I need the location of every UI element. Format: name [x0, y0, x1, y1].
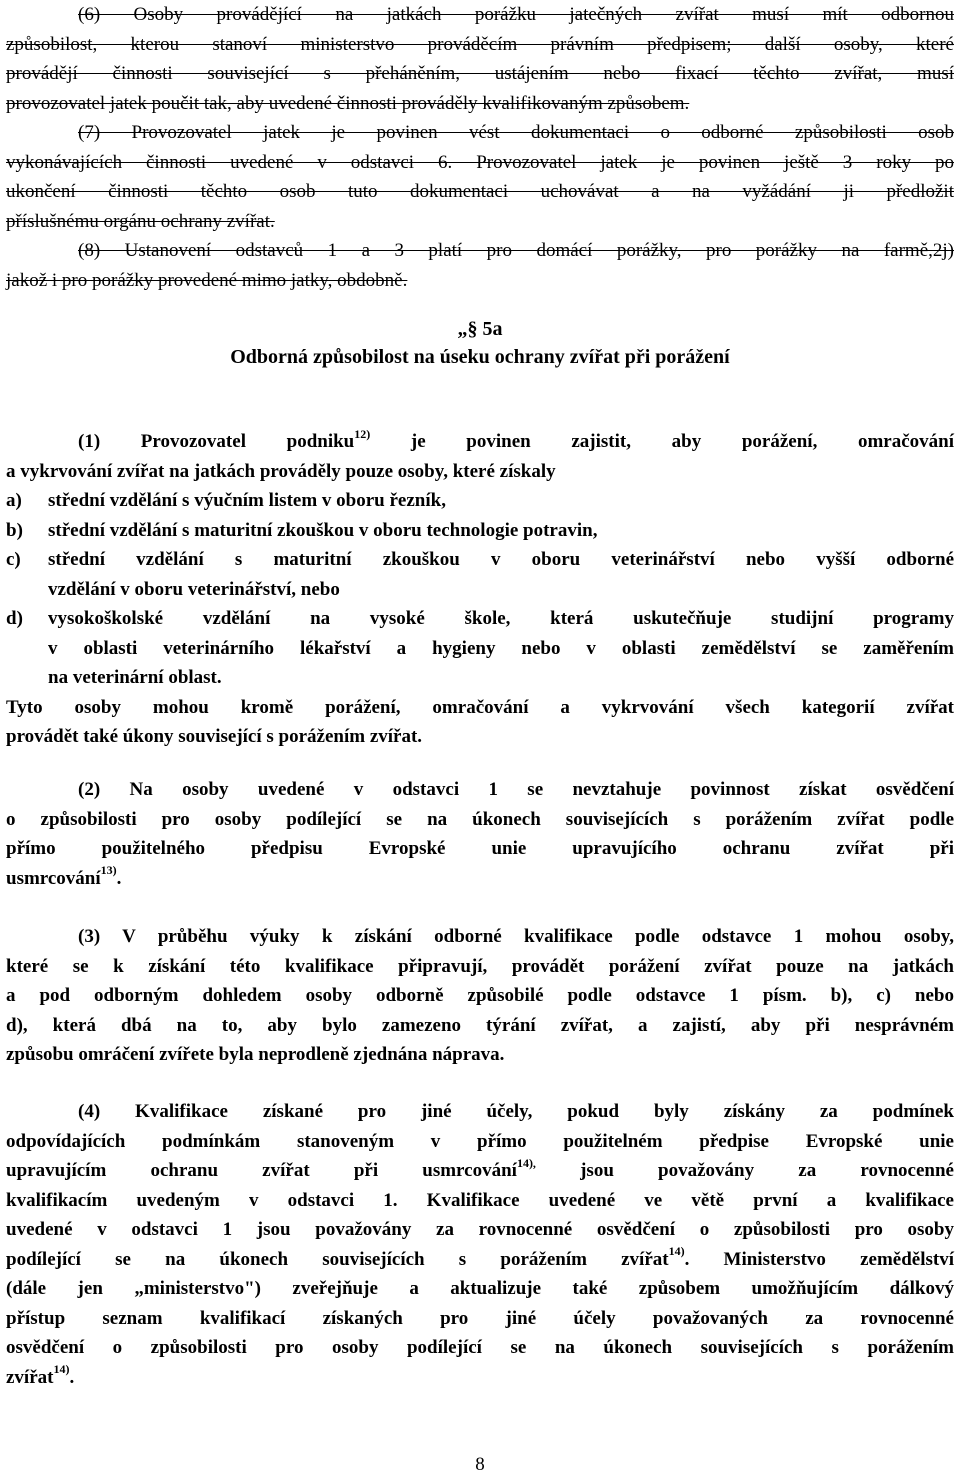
- text-line: provádět také úkony související s porážením zvířat.: [6, 726, 423, 747]
- text-line: na veterinární oblast.: [48, 667, 222, 688]
- text-line: (3) V průběhu výuky k získání odborné kvalifikace podle odstavce 1 mohou osoby,: [78, 926, 954, 947]
- list-item: [6, 486, 954, 516]
- text-line: vykonávajících činnosti uvedené v odstavci 6. Provozovatel jatek je povinen ještě 3 roky po: [6, 151, 954, 173]
- list-marker: c): [6, 549, 21, 570]
- text-line: d), která dbá na to, aby bylo zamezeno týrání zvířat, a zajistí, aby při nesprávném: [6, 1014, 954, 1036]
- text-line: přístup seznam kvalifikací získaných pro jiné účely považovaných za rovnocenné: [6, 1307, 954, 1329]
- text-line: kvalifikacím uvedeným v odstavci 1. Kvalifikace uvedené ve větě první a kvalifikace: [6, 1189, 954, 1211]
- text-run: zvířat: [6, 1366, 54, 1388]
- text-line: které se k získání této kvalifikace připravují, provádět porážení zvířat pouze na jatkách: [6, 955, 954, 977]
- text-line: a vykrvování zvířat na jatkách prováděly pouze osoby, které získaly: [6, 460, 556, 482]
- text-line: střední vzdělání s maturitní zkouškou v oboru technologie potravin,: [48, 519, 598, 541]
- text-line: ukončení činnosti těchto osob tuto dokumentaci uchovávat a na vyžádání ji předložit: [6, 181, 954, 202]
- footnote-ref: 14): [53, 1362, 70, 1377]
- text-line: vzdělání v oboru veterinářství, nebo: [48, 578, 340, 600]
- list-item: [6, 604, 954, 693]
- text-line: osvědčení o způsobilosti pro osoby podílející se na úkonech souvisejících s porážením: [6, 1337, 954, 1358]
- text-line: provádějí činnosti související s přeháněním, ustájením nebo fixací těchto zvířat, musí: [6, 63, 954, 84]
- text-run: jsou považovány za rovnocenné: [535, 1160, 954, 1181]
- text-line: vysokoškolské vzdělání na vysoké škole, která uskutečňuje studijní programy: [48, 608, 954, 629]
- text-line: [6, 1156, 954, 1186]
- section-number: „§ 5a: [457, 318, 503, 340]
- text-line: způsobilost, kterou stanoví ministerstvo prováděcím právním předpisem; další osoby, které: [6, 33, 954, 55]
- struck-paragraph-8: [6, 236, 954, 295]
- list-marker: b): [6, 519, 23, 541]
- footnote-ref: 14),: [516, 1155, 536, 1170]
- text-line: (8) Ustanovení odstavců 1 a 3 platí pro domácí porážky, pro porážky na farmě,2j): [78, 240, 954, 261]
- paragraph-2: [6, 775, 954, 893]
- text-line: odpovídajících podmínkám stanoveným v přímo použitelném předpise Evropské unie: [6, 1130, 954, 1152]
- text-line: příslušnému orgánu ochrany zvířat.: [6, 210, 275, 232]
- paragraph-4: [6, 1097, 954, 1392]
- paragraph-1: [6, 427, 954, 752]
- text-line: provozovatel jatek poučit tak, aby uvedené činnosti prováděly kvalifikovaným způsobem.: [6, 92, 690, 114]
- text-line: o způsobilosti pro osoby podílející se na úkonech souvisejících s porážením zvířat podle: [6, 808, 954, 830]
- text-line: (6) Osoby provádějící na jatkách porážku jatečných zvířat musí mít odbornou: [78, 4, 954, 25]
- text-run: usmrcování: [6, 867, 101, 889]
- list-marker: d): [6, 608, 23, 629]
- footnote-ref: 12): [354, 426, 371, 441]
- text-line: přímo použitelného předpisu Evropské unie upravujícího ochranu zvířat při: [6, 838, 954, 859]
- text-run: .: [69, 1366, 75, 1388]
- text-line: Tyto osoby mohou kromě porážení, omračování a vykrvování všech kategorií zvířat: [6, 696, 954, 718]
- text-line: a pod odborným dohledem osoby odborně způsobilé podle odstavce 1 písm. b), c) nebo: [6, 985, 954, 1006]
- text-run: podílející se na úkonech souvisejících s porážením zvířat: [6, 1248, 669, 1270]
- text-line: (7) Provozovatel jatek je povinen vést dokumentaci o odborné způsobilosti osob: [78, 122, 954, 143]
- text-line: [6, 864, 954, 894]
- list-item: [6, 545, 954, 604]
- text-line: [6, 427, 954, 457]
- paragraph-3: [6, 922, 954, 1070]
- list-item: [6, 516, 954, 546]
- text-run: je povinen zajistit, aby porážení, omračování: [370, 431, 955, 452]
- text-run: . Ministerstvo zemědělství: [684, 1248, 954, 1270]
- text-line: [6, 1245, 954, 1275]
- text-line: střední vzdělání s maturitní zkouškou v oboru veterinářství nebo vyšší odborné: [48, 549, 954, 570]
- text-line: způsobu omráčení zvířete byla neprodleně zjednána náprava.: [6, 1044, 505, 1065]
- text-line: (4) Kvalifikace získané pro jiné účely, pokud byly získány za podmínek: [78, 1101, 954, 1122]
- text-run: upravujícím ochranu zvířat při usmrcování: [6, 1160, 517, 1181]
- text-line: [6, 1363, 954, 1393]
- text-line: (2) Na osoby uvedené v odstavci 1 se nevztahuje povinnost získat osvědčení: [78, 779, 954, 800]
- text-line: (dále jen „ministerstvo") zveřejňuje a aktualizuje také způsobem umožňujícím dálkový: [6, 1278, 954, 1299]
- section-title: Odborná způsobilost na úseku ochrany zvířat při porážení: [230, 346, 730, 368]
- struck-paragraph-6: [6, 0, 954, 118]
- list-marker: a): [6, 490, 22, 511]
- text-line: uvedené v odstavci 1 jsou považovány za rovnocenné osvědčení o způsobilosti pro osoby: [6, 1219, 954, 1240]
- footnote-ref: 13): [100, 863, 117, 878]
- struck-paragraph-7: [6, 118, 954, 236]
- footnote-ref: 14): [668, 1244, 685, 1259]
- text-line: v oblasti veterinárního lékařství a hygieny nebo v oblasti zemědělství se zaměřením: [48, 637, 954, 659]
- text-line: střední vzdělání s výučním listem v oboru řezník,: [48, 490, 446, 511]
- text-run: (1) Provozovatel podniku: [78, 431, 355, 452]
- page-number: 8: [475, 1454, 485, 1475]
- text-run: .: [116, 867, 122, 889]
- text-line: jakož i pro porážky provedené mimo jatky, obdobně.: [6, 269, 408, 291]
